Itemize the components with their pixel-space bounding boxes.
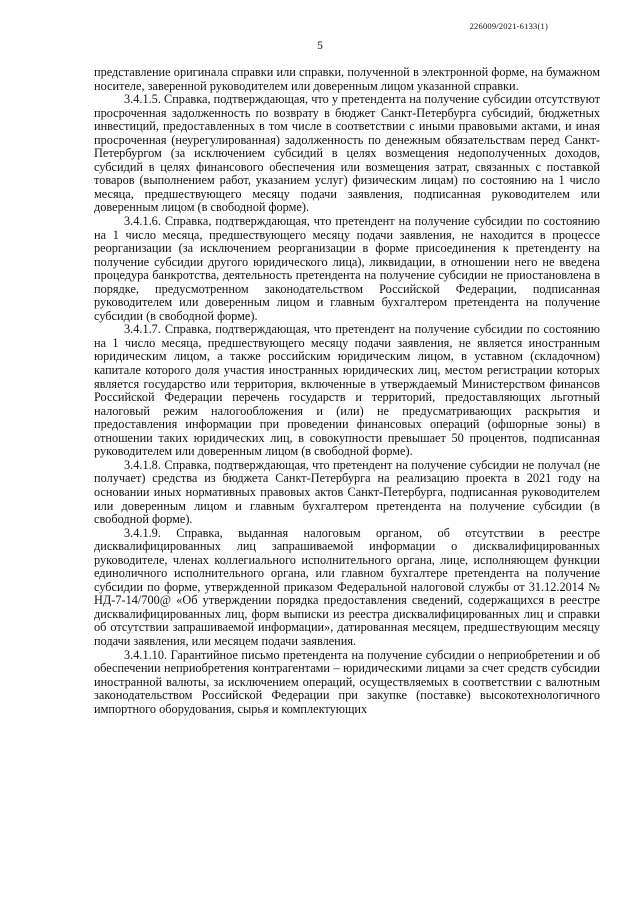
document-id: 226009/2021-6133(1) — [469, 21, 548, 31]
paragraph-3-4-1-8: 3.4.1.8. Справка, подтверждающая, что претендент на получение субсидии не получал (не получает) средства из бюджета Санкт-Петербурга на реализацию проекта в 2021 году на основании иных нормативных правовых актов Санкт-Петербурга, подписанная руководителем или доверенным лицом и главным бухгалтером претендента на получение субсидии (в свободной форме). — [94, 457, 600, 527]
paragraph-3-4-1-10: 3.4.1.10. Гарантийное письмо претендента на получение субсидии о неприобретении и об обеспечении неприобретения контрагентами – юридическими лицами за счет средств субсидии иностранной валюты, за исключением операций, осуществляемых в соответствии с валютным законодательством Российской Федерации при закупке (поставке) высокотехнологичного импортного оборудования, сырья и комплектующих — [94, 647, 600, 716]
paragraph-continuation: представление оригинала справки или справки, полученной в электронной форме, на бумажном носителе, заверенной руководителем или доверенным лицом указанной справки. — [94, 65, 600, 93]
paragraph-3-4-1-5: 3.4.1.5. Справка, подтверждающая, что у претендента на получение субсидии отсутствуют просроченная задолженность по возврату в бюджет Санкт-Петербурга субсидий, бюджетных инвестиций, предоставленных в том числе в соответствии с иными правовыми актами, и иная просроченная (неурегулированная) задолженность по денежным обязательствам перед Санкт-Петербургом (за исключением субсидий в целях возмещения недополученных доходов, субсидий в целях финансового обеспечения или возмещения затрат, связанных с поставкой товаров (выполнением работ, указанием услуг) физическим лицам) по состоянию на 1 число месяца, предшествующего месяцу подачи заявления, подписанная руководителем или доверенным лицом (в свободной форме). — [94, 92, 600, 215]
document-body — [94, 66, 600, 716]
paragraph-3-4-1-7: 3.4.1.7. Справка, подтверждающая, что претендент на получение субсидии по состоянию на 1 число месяца, предшествующего месяцу подачи заявления, не является иностранным юридическим лицом, а также российским юридическим лицом, в уставном (складочном) капитале которого доля участия иностранных юридических лиц, местом регистрации которых является государство или территория, включенные в утверждаемый Министерством финансов Российской Федерации перечень государств и территорий, предоставляющих льготный налоговый режим налогообложения и (или) не предусматривающих раскрытия и предоставления информации при проведении финансовых операций (офшорные зоны) в отношении таких юридических лиц, в совокупности превышает 50 процентов, подписанная руководителем или доверенным лицом (в свободной форме). — [94, 322, 600, 459]
page-number: 5 — [317, 40, 323, 52]
paragraph-3-4-1-9: 3.4.1.9. Справка, выданная налоговым органом, об отсутствии в реестре дисквалифицированных лиц запрашиваемой информации о дисквалифицированных руководителе, членах коллегиального исполнительного органа, лице, исполняющем функции единоличного исполнительного органа, или главном бухгалтере претендента на получение субсидии по форме, утвержденной приказом Федеральной налоговой службы от 31.12.2014 № НД-7-14/700@ «Об утверждении порядка предоставления сведений, содержащихся в реестре дисквалифицированных лиц, форм выписки из реестра дисквалифицированных лиц и справки об отсутствии запрашиваемой информации», датированная месяцем, предшествующим месяцу подачи заявления, или месяцем подачи заявления. — [94, 525, 600, 648]
paragraph-3-4-1-6: 3.4.1.6. Справка, подтверждающая, что претендент на получение субсидии по состоянию на 1 число месяца, предшествующего месяцу подачи заявления, не находится в процессе реорганизации (за исключением реорганизации в форме присоединения к претенденту на получение субсидии другого юридического лица), ликвидации, в отношении него не введена процедура банкротства, деятельность претендента на получение субсидии не приостановлена в порядке, предусмотренном законодательством Российской Федерации, подписанная руководителем или доверенным лицом и главным бухгалтером претендента на получение субсидии (в свободной форме). — [94, 214, 600, 323]
